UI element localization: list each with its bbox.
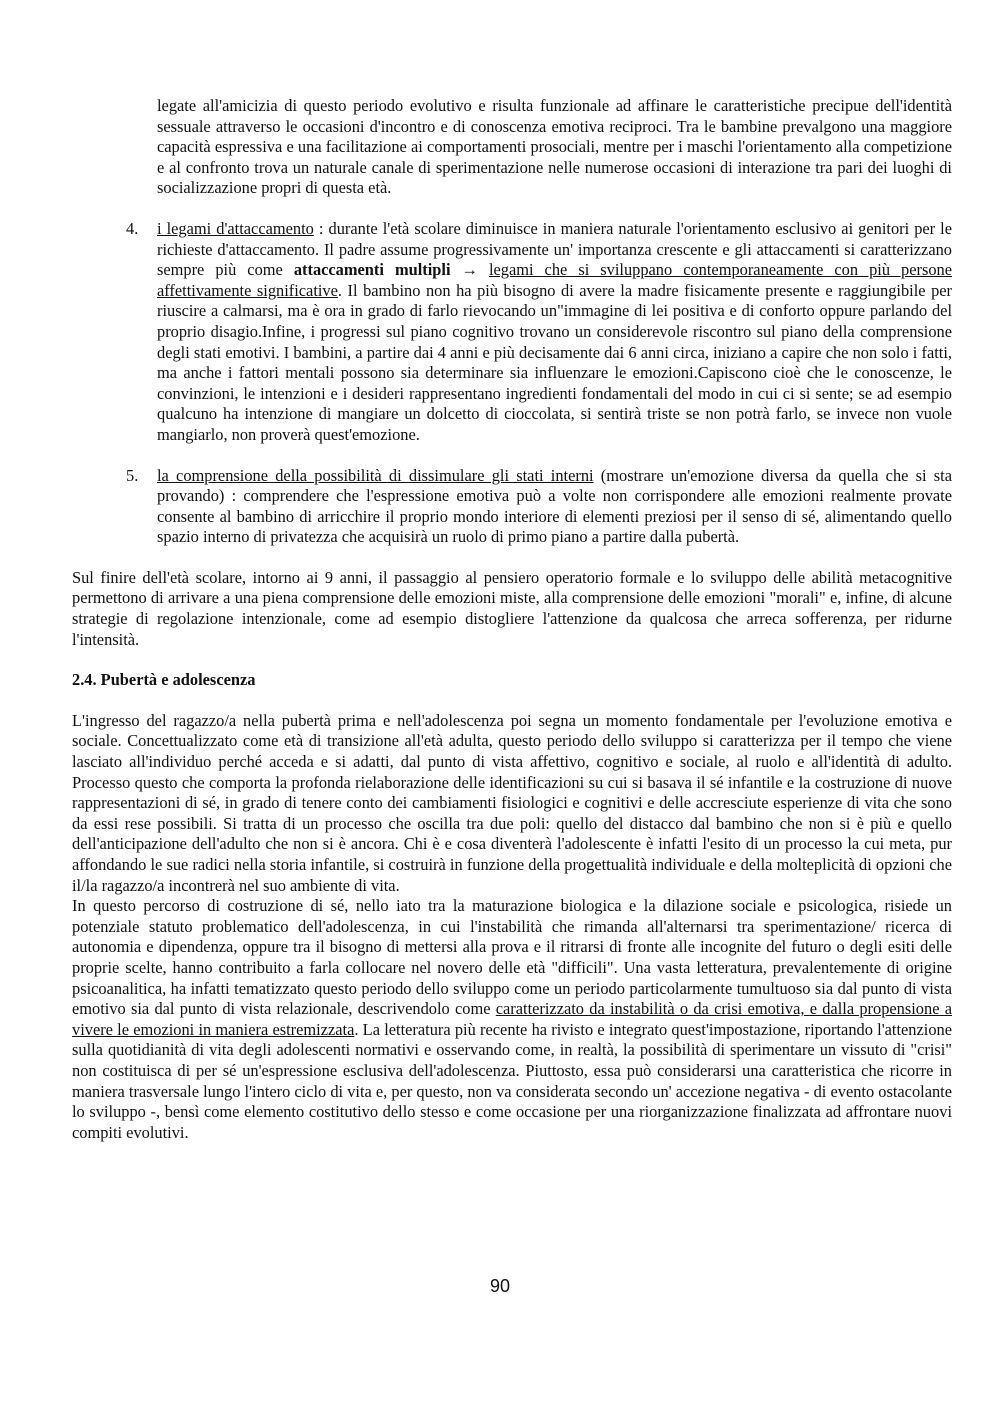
arrow-symbol: → xyxy=(450,260,489,280)
list-number: 4. xyxy=(126,218,139,238)
section-paragraph-1: L'ingresso del ragazzo/a nella pubertà prima e nell'adolescenza poi segna un momento fondamentale per l'evoluzione emotiva e sociale. Concettualizzato come età di transizione all'età adulta, questo periodo dello sviluppo si caratterizza per il tempo che viene lasciato all'individuo perché acceda e si adatti, dal punto di vista affettivo, cognitivo e sociale, al ruolo e all'identità di adulto. Processo questo che comporta la profonda rielaborazione delle identificazioni su cui si basava il sé infantile e la costruzione di nuove rappresentazioni di sé, in grado di tenere conto dei cambiamenti fisiologici e cognitivi e delle accresciute esperienze di vita che sono da essi rese possibili. Si tratta di un processo che oscilla tra due poli: quello del distacco dal bambino che non si è più e quello dell'anticipazione dell'adulto che non si è ancora. Chi è e cosa diventerà l'adolescente è infatti l'esito di un processo la cui meta, pur affondando le sue radici nella storia infantile, si costruirà in funzione della progettualità individuale e della molteplicità di opzioni che il/la ragazzo/a incontrerà nel suo ambiente di vita. xyxy=(72,710,952,895)
item-text: (mostrare un'emozione diversa da quella che si sta provando) : comprendere che l'espressione emotiva può a volte non corrispondere alle emozioni realmente provate consente al bambino di arricchire il proprio mondo interiore di elementi preziosi per il senso di sé, alimentando quello spazio interno di privatezza che acquisirà un ruolo di primo piano a partire dalla pubertà. xyxy=(157,465,953,547)
list-item-text xyxy=(157,219,952,446)
section-heading: 2.4. Pubertà e adolescenza xyxy=(72,670,256,690)
list-item-5 xyxy=(126,465,953,548)
item-title: la comprensione della possibilità di dissimulare gli stati interni xyxy=(157,465,594,485)
page-body xyxy=(72,96,952,1143)
item-underlined-definition: legami che si sviluppano contemporaneamente con più persone affettivamente significative xyxy=(157,260,952,300)
item-title: i legami d'attaccamento xyxy=(157,218,314,238)
paragraph-text: In questo percorso di costruzione di sé, nello iato tra la maturazione biologica e la dilazione sociale e psicologica, risiede un potenziale statuto problematico dell'adolescenza, in cui l'instabilità che rimanda all'alternarsi tra sperimentazione/ ricerca di autonomia e dipendenza, oppure tra il bisogno di mettersi alla prova e il ritrarsi di fronte alle incognite del futuro o degli esiti delle proprie scelte, hanno contribuito a farla collocare nel novero delle età "difficili". Una vasta letteratura, prevalentemente di origine psicoanalitica, ha infatti tematizzato questo periodo dello sviluppo come un periodo particolarmente tumultuoso sia dal punto di vista emotivo sia dal punto di vista relazionale, descrivendolo come xyxy=(72,896,952,1019)
paragraph-text: . La letteratura più recente ha rivisto e integrato quest'impostazione, riportando l'attenzione sulla quotidianità di vita degli adolescenti normativi e osservando come, in realtà, la possibilità di sperimentare un vissuto di "crisi" non costituisca di per sé un'espressione esclusiva dell'adolescenza. Piuttosto, essa può considerarsi una caratteristica che ricorre in maniera trasversale lungo l'intero ciclo di vita e, per questo, non va considerata secondo un' accezione negativa - di evento ostacolante lo sviluppo -, bensì come elemento costitutivo dello stesso e come occasione per una riorganizzazione finalizzata ad affrontare nuovi compiti evolutivi. xyxy=(72,1019,953,1142)
closing-paragraph: Sul finire dell'età scolare, intorno ai 9 anni, il passaggio al pensiero operatorio formale e lo sviluppo delle abilità metacognitive permettono di arrivare a una piena comprensione delle emozioni miste, alla comprensione delle emozioni "morali" e, infine, di alcune strategie di regolazione intenzionale, come ad esempio distogliere l'attenzione da qualcosa che arreca sofferenza, per ridurne l'intensità. xyxy=(72,567,952,649)
item-text: . Il bambino non ha più bisogno di avere la madre fisicamente presente e raggiungibile per riuscire a calmarsi, ma è ora in grado di farlo rievocando un"immagine di lei positiva e di conforto oppure parlando del proprio disagio.Infine, i progressi sul piano cognitivo trovano un considerevole riscontro sul piano della comprensione degli stati emotivi. I bambini, a partire dai 4 anni e più decisamente dai 6 anni circa, iniziano a capire che non solo i fatti, ma anche i fattori mentali possono sia determinare sia influenzare le emozioni.Capiscono cioè che le conoscenze, le convinzioni, le intenzioni e i desideri rappresentano ingredienti fondamentali del modo in cui ci si sente; se ad esempio qualcuno ha intenzione di mangiare un dolcetto di cioccolata, si sentirà triste se non potrà farlo, se invece non vuole mangiarlo, non proverà quest'emozione. xyxy=(157,280,952,444)
section-paragraph-2 xyxy=(72,896,952,1143)
item-bold-term: attaccamenti multipli xyxy=(293,260,451,280)
list-number: 5. xyxy=(126,465,139,485)
continuation-paragraph: legate all'amicizia di questo periodo evolutivo e risulta funzionale ad affinare le caratteristiche precipue dell'identità sessuale attraverso le occasioni d'incontro e di conoscenza emotiva reciproci. Tra le bambine prevalgono una maggiore capacità espressiva e una facilitazione ai comportamenti prosociali, mentre per i maschi l'orientamento alla competizione e al confronto trova un naturale canale di sperimentazione nelle numerose occasioni di interazione tra pari dei luoghi di socializzazione propri di questa età. xyxy=(157,96,952,198)
underlined-phrase: caratterizzato da instabilità o da crisi emotiva, e dalla propensione a vivere le emozioni in maniera estremizzata xyxy=(72,999,952,1039)
list-item-text xyxy=(157,466,952,548)
page-number: 90 xyxy=(489,1276,511,1296)
item-text: : durante l'età scolare diminuisce in maniera naturale l'orientamento esclusivo ai genitori per le richieste d'attaccamento. Il padre assume progressivamente un' importanza crescente e gli attaccamenti si caratterizzano sempre più come xyxy=(157,218,952,280)
list-item-4 xyxy=(126,218,952,446)
